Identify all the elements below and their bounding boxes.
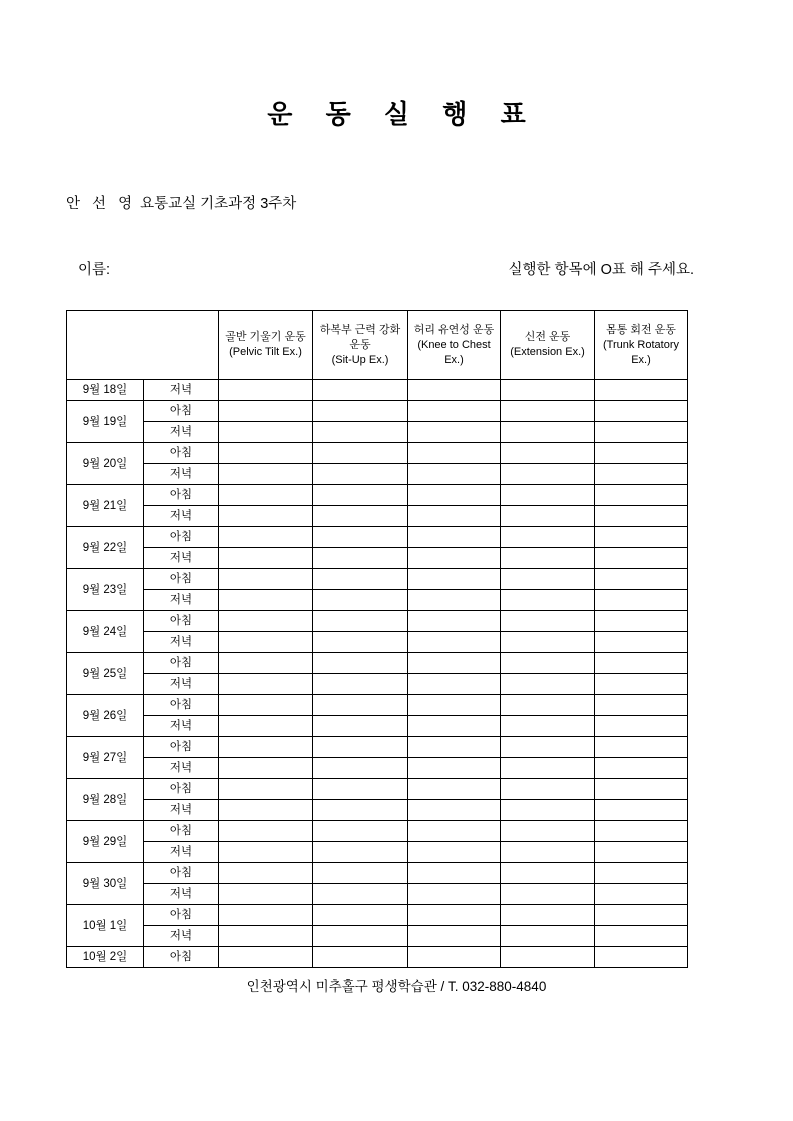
session-cell: 아침 — [144, 821, 219, 842]
checkmark-cell[interactable] — [408, 821, 501, 842]
checkmark-cell[interactable] — [501, 527, 595, 548]
checkmark-cell[interactable] — [408, 611, 501, 632]
header-exercise-3-ko: 허리 유연성 운동 — [413, 323, 495, 336]
checkmark-cell[interactable] — [595, 653, 688, 674]
checkmark-cell[interactable] — [595, 716, 688, 737]
checkmark-cell[interactable] — [219, 632, 313, 653]
session-cell: 저녁 — [144, 674, 219, 695]
checkmark-cell[interactable] — [219, 947, 313, 968]
checkmark-cell[interactable] — [408, 800, 501, 821]
checkmark-cell[interactable] — [219, 674, 313, 695]
checkmark-cell[interactable] — [595, 611, 688, 632]
instructor-name: 안 선 영 — [66, 196, 137, 212]
checkmark-cell[interactable] — [501, 653, 595, 674]
checkmark-cell[interactable] — [501, 905, 595, 926]
checkmark-cell[interactable] — [408, 884, 501, 905]
checkmark-cell[interactable] — [313, 485, 408, 506]
session-cell: 저녁 — [144, 590, 219, 611]
checkmark-cell[interactable] — [501, 548, 595, 569]
checkmark-cell[interactable] — [595, 674, 688, 695]
checkmark-cell[interactable] — [595, 884, 688, 905]
checkmark-cell[interactable] — [595, 779, 688, 800]
instruction-text: 실행한 항목에 O표 해 주세요. — [508, 262, 694, 278]
checkmark-cell[interactable] — [219, 422, 313, 443]
table-row — [67, 884, 688, 905]
table-row — [67, 716, 688, 737]
checkmark-cell[interactable] — [408, 842, 501, 863]
table-row — [67, 653, 688, 674]
checkmark-cell[interactable] — [219, 821, 313, 842]
table-row — [67, 569, 688, 590]
checkmark-cell[interactable] — [408, 674, 501, 695]
table-row — [67, 758, 688, 779]
session-cell: 저녁 — [144, 506, 219, 527]
session-cell: 저녁 — [144, 716, 219, 737]
checkmark-cell[interactable] — [595, 485, 688, 506]
checkmark-cell[interactable] — [501, 464, 595, 485]
checkmark-cell[interactable] — [219, 842, 313, 863]
checkmark-cell[interactable] — [408, 716, 501, 737]
checkmark-cell[interactable] — [408, 548, 501, 569]
date-cell: 9월 21일 — [67, 485, 144, 527]
checkmark-cell[interactable] — [219, 590, 313, 611]
checkmark-cell[interactable] — [313, 905, 408, 926]
checkmark-cell[interactable] — [219, 401, 313, 422]
header-exercise-3-en: (Knee to Chest Ex.) — [417, 338, 491, 366]
checkmark-cell[interactable] — [313, 611, 408, 632]
checkmark-cell[interactable] — [595, 632, 688, 653]
session-cell: 저녁 — [144, 800, 219, 821]
table-row — [67, 821, 688, 842]
checkmark-cell[interactable] — [313, 758, 408, 779]
session-cell: 아침 — [144, 947, 219, 968]
session-cell: 저녁 — [144, 380, 219, 401]
checkmark-cell[interactable] — [595, 443, 688, 464]
checkmark-cell[interactable] — [408, 590, 501, 611]
checkmark-cell[interactable] — [595, 506, 688, 527]
checkmark-cell[interactable] — [595, 905, 688, 926]
session-cell: 아침 — [144, 485, 219, 506]
checkmark-cell[interactable] — [595, 821, 688, 842]
checkmark-cell[interactable] — [219, 569, 313, 590]
checkmark-cell[interactable] — [501, 485, 595, 506]
table-row — [67, 695, 688, 716]
session-cell: 아침 — [144, 653, 219, 674]
checkmark-cell[interactable] — [595, 758, 688, 779]
date-cell: 10월 2일 — [67, 947, 144, 968]
table-row — [67, 422, 688, 443]
checkmark-cell[interactable] — [408, 926, 501, 947]
table-row — [67, 800, 688, 821]
session-cell: 저녁 — [144, 884, 219, 905]
checkmark-cell[interactable] — [408, 863, 501, 884]
checkmark-cell[interactable] — [313, 527, 408, 548]
checkmark-cell[interactable] — [501, 842, 595, 863]
header-exercise-1-en: (Pelvic Tilt Ex.) — [229, 346, 302, 358]
checkmark-cell[interactable] — [313, 800, 408, 821]
checkmark-cell[interactable] — [595, 926, 688, 947]
header-row — [67, 311, 688, 380]
checkmark-cell[interactable] — [313, 779, 408, 800]
name-field-label: 이름: — [78, 262, 111, 278]
checkmark-cell[interactable] — [408, 485, 501, 506]
footer-contact: 인천광역시 미추홀구 평생학습관 / T. 032-880-4840 — [246, 979, 547, 994]
checkmark-cell[interactable] — [408, 527, 501, 548]
checkmark-cell[interactable] — [408, 569, 501, 590]
checkmark-cell[interactable] — [501, 884, 595, 905]
table-row — [67, 611, 688, 632]
checkmark-cell[interactable] — [595, 527, 688, 548]
date-cell: 9월 25일 — [67, 653, 144, 695]
session-cell: 저녁 — [144, 926, 219, 947]
checkmark-cell[interactable] — [595, 695, 688, 716]
header-exercise-2 — [313, 311, 408, 380]
checkmark-cell[interactable] — [408, 758, 501, 779]
checkmark-cell[interactable] — [313, 506, 408, 527]
session-cell: 아침 — [144, 863, 219, 884]
session-cell: 저녁 — [144, 632, 219, 653]
checkmark-cell[interactable] — [595, 401, 688, 422]
checkmark-cell[interactable] — [595, 947, 688, 968]
session-cell: 아침 — [144, 443, 219, 464]
checkmark-cell[interactable] — [501, 737, 595, 758]
checkmark-cell[interactable] — [219, 527, 313, 548]
checkmark-cell[interactable] — [408, 779, 501, 800]
date-cell: 9월 28일 — [67, 779, 144, 821]
session-cell: 아침 — [144, 779, 219, 800]
table-row — [67, 674, 688, 695]
header-exercise-5-en: (Trunk Rotatory Ex.) — [602, 338, 679, 366]
checkmark-cell[interactable] — [501, 380, 595, 401]
checkmark-cell[interactable] — [313, 401, 408, 422]
checkmark-cell[interactable] — [501, 779, 595, 800]
checkmark-cell[interactable] — [219, 716, 313, 737]
checkmark-cell[interactable] — [501, 590, 595, 611]
checkmark-cell[interactable] — [501, 401, 595, 422]
header-exercise-4 — [501, 311, 595, 380]
header-exercise-1-ko: 골반 기울기 운동 — [225, 331, 306, 343]
checkmark-cell[interactable] — [501, 926, 595, 947]
table-row — [67, 905, 688, 926]
checkmark-cell[interactable] — [313, 821, 408, 842]
checkmark-cell[interactable] — [219, 653, 313, 674]
checkmark-cell[interactable] — [219, 611, 313, 632]
header-exercise-2-ko: 하복부 근력 강화 운동 — [319, 323, 401, 351]
checkmark-cell[interactable] — [408, 695, 501, 716]
table-body — [67, 380, 688, 968]
checkmark-cell[interactable] — [408, 422, 501, 443]
checkmark-cell[interactable] — [501, 800, 595, 821]
checkmark-cell[interactable] — [219, 779, 313, 800]
date-cell: 9월 26일 — [67, 695, 144, 737]
checkmark-cell[interactable] — [313, 674, 408, 695]
checkmark-cell[interactable] — [595, 737, 688, 758]
checkmark-cell[interactable] — [313, 464, 408, 485]
checkmark-cell[interactable] — [501, 443, 595, 464]
header-corner-cell — [67, 311, 219, 380]
table-row — [67, 506, 688, 527]
checkmark-cell[interactable] — [501, 674, 595, 695]
checkmark-cell[interactable] — [501, 422, 595, 443]
checkmark-cell[interactable] — [408, 401, 501, 422]
session-cell: 아침 — [144, 611, 219, 632]
checkmark-cell[interactable] — [408, 380, 501, 401]
checkmark-cell[interactable] — [219, 695, 313, 716]
session-cell: 아침 — [144, 569, 219, 590]
class-subtitle — [66, 194, 296, 214]
session-cell: 아침 — [144, 905, 219, 926]
checkmark-cell[interactable] — [219, 800, 313, 821]
checkmark-cell[interactable] — [313, 632, 408, 653]
checkmark-cell[interactable] — [313, 716, 408, 737]
checkmark-cell[interactable] — [408, 905, 501, 926]
date-cell: 9월 18일 — [67, 380, 144, 401]
table-row — [67, 590, 688, 611]
header-exercise-5 — [595, 311, 688, 380]
checkmark-cell[interactable] — [313, 548, 408, 569]
checkmark-cell[interactable] — [313, 443, 408, 464]
checkmark-cell[interactable] — [313, 695, 408, 716]
header-exercise-1 — [219, 311, 313, 380]
checkmark-cell[interactable] — [219, 863, 313, 884]
session-cell: 저녁 — [144, 758, 219, 779]
meta-row — [66, 259, 694, 281]
date-cell: 9월 24일 — [67, 611, 144, 653]
checkmark-cell[interactable] — [501, 506, 595, 527]
table-row — [67, 401, 688, 422]
checkmark-cell[interactable] — [219, 443, 313, 464]
checkmark-cell[interactable] — [219, 905, 313, 926]
course-description: 요통교실 기초과정 3주차 — [136, 196, 297, 212]
checkmark-cell[interactable] — [408, 464, 501, 485]
table-row — [67, 485, 688, 506]
checkmark-cell[interactable] — [595, 548, 688, 569]
session-cell: 아침 — [144, 401, 219, 422]
table-row — [67, 842, 688, 863]
date-cell: 9월 19일 — [67, 401, 144, 443]
page-title: 운 동 실 행 표 — [267, 99, 539, 129]
checkmark-cell[interactable] — [501, 569, 595, 590]
session-cell: 아침 — [144, 737, 219, 758]
session-cell: 저녁 — [144, 464, 219, 485]
checkmark-cell[interactable] — [219, 380, 313, 401]
checkmark-cell[interactable] — [501, 695, 595, 716]
checkmark-cell[interactable] — [313, 653, 408, 674]
checkmark-cell[interactable] — [595, 590, 688, 611]
checkmark-cell[interactable] — [219, 548, 313, 569]
table-row — [67, 443, 688, 464]
table-row — [67, 632, 688, 653]
checkmark-cell[interactable] — [313, 569, 408, 590]
date-cell: 9월 23일 — [67, 569, 144, 611]
table-row — [67, 947, 688, 968]
header-exercise-2-en: (Sit-Up Ex.) — [331, 353, 389, 366]
checkmark-cell[interactable] — [595, 380, 688, 401]
session-cell: 저녁 — [144, 842, 219, 863]
checkmark-cell[interactable] — [501, 632, 595, 653]
checkmark-cell[interactable] — [501, 611, 595, 632]
table-row — [67, 926, 688, 947]
checkmark-cell[interactable] — [313, 842, 408, 863]
checkmark-cell[interactable] — [595, 464, 688, 485]
table-row — [67, 863, 688, 884]
checkmark-cell[interactable] — [501, 947, 595, 968]
checkmark-cell[interactable] — [501, 821, 595, 842]
table-row — [67, 548, 688, 569]
checkmark-cell[interactable] — [408, 632, 501, 653]
session-cell: 저녁 — [144, 548, 219, 569]
exercise-log-table — [66, 310, 688, 968]
checkmark-cell[interactable] — [219, 485, 313, 506]
table-row — [67, 464, 688, 485]
checkmark-cell[interactable] — [313, 884, 408, 905]
checkmark-cell[interactable] — [313, 590, 408, 611]
date-cell: 10월 1일 — [67, 905, 144, 947]
date-cell: 9월 27일 — [67, 737, 144, 779]
checkmark-cell[interactable] — [408, 737, 501, 758]
table-row — [67, 527, 688, 548]
header-exercise-4-ko: 신전 운동 — [524, 331, 571, 343]
checkmark-cell[interactable] — [313, 422, 408, 443]
checkmark-cell[interactable] — [219, 464, 313, 485]
table-row — [67, 380, 688, 401]
session-cell: 아침 — [144, 695, 219, 716]
checkmark-cell[interactable] — [313, 737, 408, 758]
checkmark-cell[interactable] — [219, 884, 313, 905]
date-cell: 9월 22일 — [67, 527, 144, 569]
checkmark-cell[interactable] — [408, 443, 501, 464]
checkmark-cell[interactable] — [313, 926, 408, 947]
session-cell: 아침 — [144, 527, 219, 548]
date-cell: 9월 30일 — [67, 863, 144, 905]
checkmark-cell[interactable] — [219, 506, 313, 527]
checkmark-cell[interactable] — [501, 758, 595, 779]
checkmark-cell[interactable] — [595, 863, 688, 884]
table-header — [67, 311, 688, 380]
checkmark-cell[interactable] — [219, 758, 313, 779]
checkmark-cell[interactable] — [501, 716, 595, 737]
date-cell: 9월 29일 — [67, 821, 144, 863]
header-exercise-5-ko: 몸통 회전 운동 — [606, 323, 676, 336]
session-cell: 저녁 — [144, 422, 219, 443]
checkmark-cell[interactable] — [313, 863, 408, 884]
checkmark-cell[interactable] — [595, 569, 688, 590]
checkmark-cell[interactable] — [219, 926, 313, 947]
checkmark-cell[interactable] — [595, 422, 688, 443]
checkmark-cell[interactable] — [408, 947, 501, 968]
date-cell: 9월 20일 — [67, 443, 144, 485]
checkmark-cell[interactable] — [408, 506, 501, 527]
checkmark-cell[interactable] — [408, 653, 501, 674]
table-row — [67, 737, 688, 758]
checkmark-cell[interactable] — [595, 800, 688, 821]
header-exercise-4-en: (Extension Ex.) — [510, 346, 585, 358]
header-exercise-3 — [408, 311, 501, 380]
checkmark-cell[interactable] — [595, 842, 688, 863]
checkmark-cell[interactable] — [219, 737, 313, 758]
checkmark-cell[interactable] — [501, 863, 595, 884]
table-row — [67, 779, 688, 800]
checkmark-cell[interactable] — [313, 380, 408, 401]
checkmark-cell[interactable] — [313, 947, 408, 968]
